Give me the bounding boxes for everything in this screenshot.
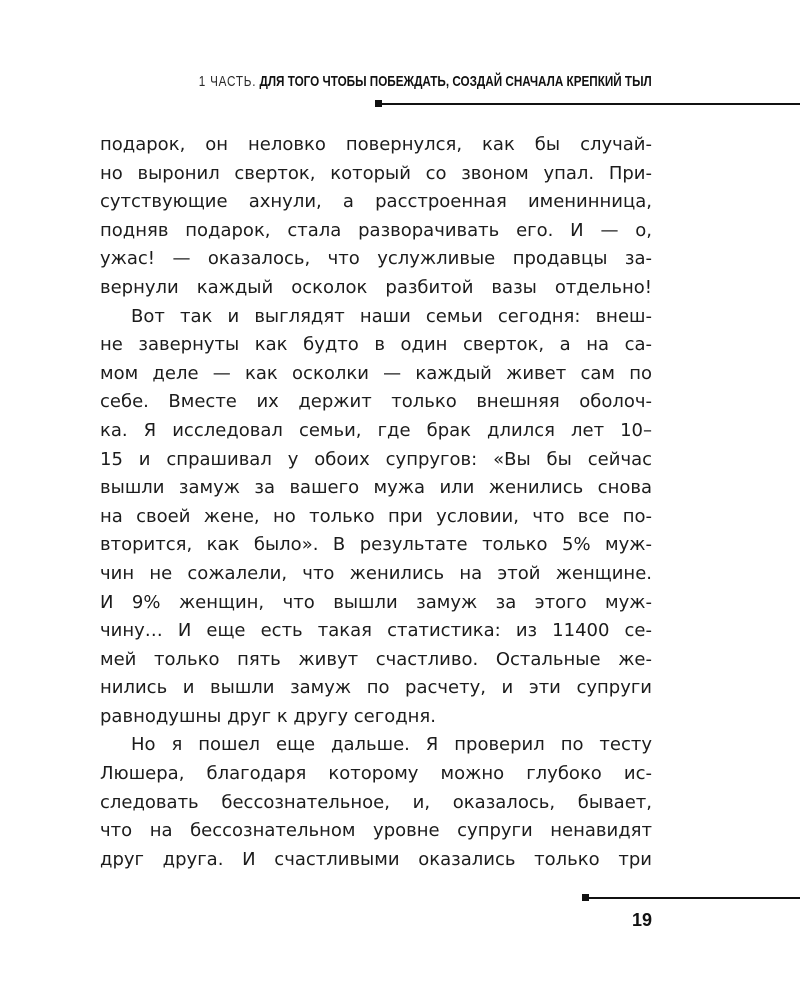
text-line: ужас! — оказалось, что услужливые продавцы за- xyxy=(100,248,652,270)
text-line: Но я пошел еще дальше. Я проверил по тесту xyxy=(131,734,652,756)
text-line: себе. Вместе их держит только внешняя оболоч- xyxy=(100,391,652,413)
text-line: Вот так и выглядят наши семьи сегодня: внеш- xyxy=(131,305,652,327)
text-line: мом деле — как осколки — каждый живет сам по xyxy=(100,362,652,384)
text-line: не завернуты как будто в один сверток, а на са- xyxy=(100,334,652,356)
text-line: чин не сожалели, что женились на этой женщине. xyxy=(100,562,652,584)
text-line: вторится, как было». В результате только 5% муж- xyxy=(100,534,652,556)
text-line: следовать бессознательное, и, оказалось, бывает, xyxy=(100,791,652,813)
text-line: ка. Я исследовал семьи, где брак длился лет 10– xyxy=(100,419,652,441)
chapter-title: ДЛЯ ТОГО ЧТОБЫ ПОБЕЖДАТЬ, СОЗДАЙ СНАЧАЛА КРЕПКИЙ ТЫЛ xyxy=(259,73,652,90)
page-number: 19 xyxy=(631,910,652,930)
text-line: вернули каждый осколок разбитой вазы отдельно! xyxy=(100,276,652,298)
text-line: подняв подарок, стала разворачивать его. И — о, xyxy=(100,219,652,241)
text-line: чину… И еще есть такая статистика: из 11400 се- xyxy=(100,620,652,642)
footer-rule xyxy=(585,897,800,899)
text-line: на своей жене, но только при условии, что все по- xyxy=(100,505,652,527)
text-line: подарок, он неловко повернулся, как бы случай- xyxy=(100,134,652,155)
text-line: друг друга. И счастливыми оказались только три xyxy=(100,848,652,870)
text-line: Люшера, благодаря которому можно глубоко ис- xyxy=(100,763,652,785)
text-line: но выронил сверток, который со звоном упал. При- xyxy=(100,162,652,184)
text-line: мей только пять живут счастливо. Остальные же- xyxy=(100,648,652,670)
body-text xyxy=(100,131,652,874)
text-line: что на бессознательном уровне супруги ненавидят xyxy=(100,820,652,842)
text-line: 15 и спрашивал у обоих супругов: «Вы бы сейчас xyxy=(100,448,652,470)
text-line: равнодушны друг к другу сегодня. xyxy=(100,705,436,727)
text-line: сутствующие ахнули, а расстроенная именинница, xyxy=(100,191,652,213)
part-label: 1 ЧАСТЬ. xyxy=(199,73,257,90)
header-rule xyxy=(378,103,800,105)
running-header xyxy=(199,72,652,92)
text-line: И 9% женщин, что вышли замуж за этого муж- xyxy=(100,591,652,613)
text-line: нились и вышли замуж по расчету, и эти супруги xyxy=(100,677,652,699)
text-line: вышли замуж за вашего мужа или женились снова xyxy=(100,477,652,499)
